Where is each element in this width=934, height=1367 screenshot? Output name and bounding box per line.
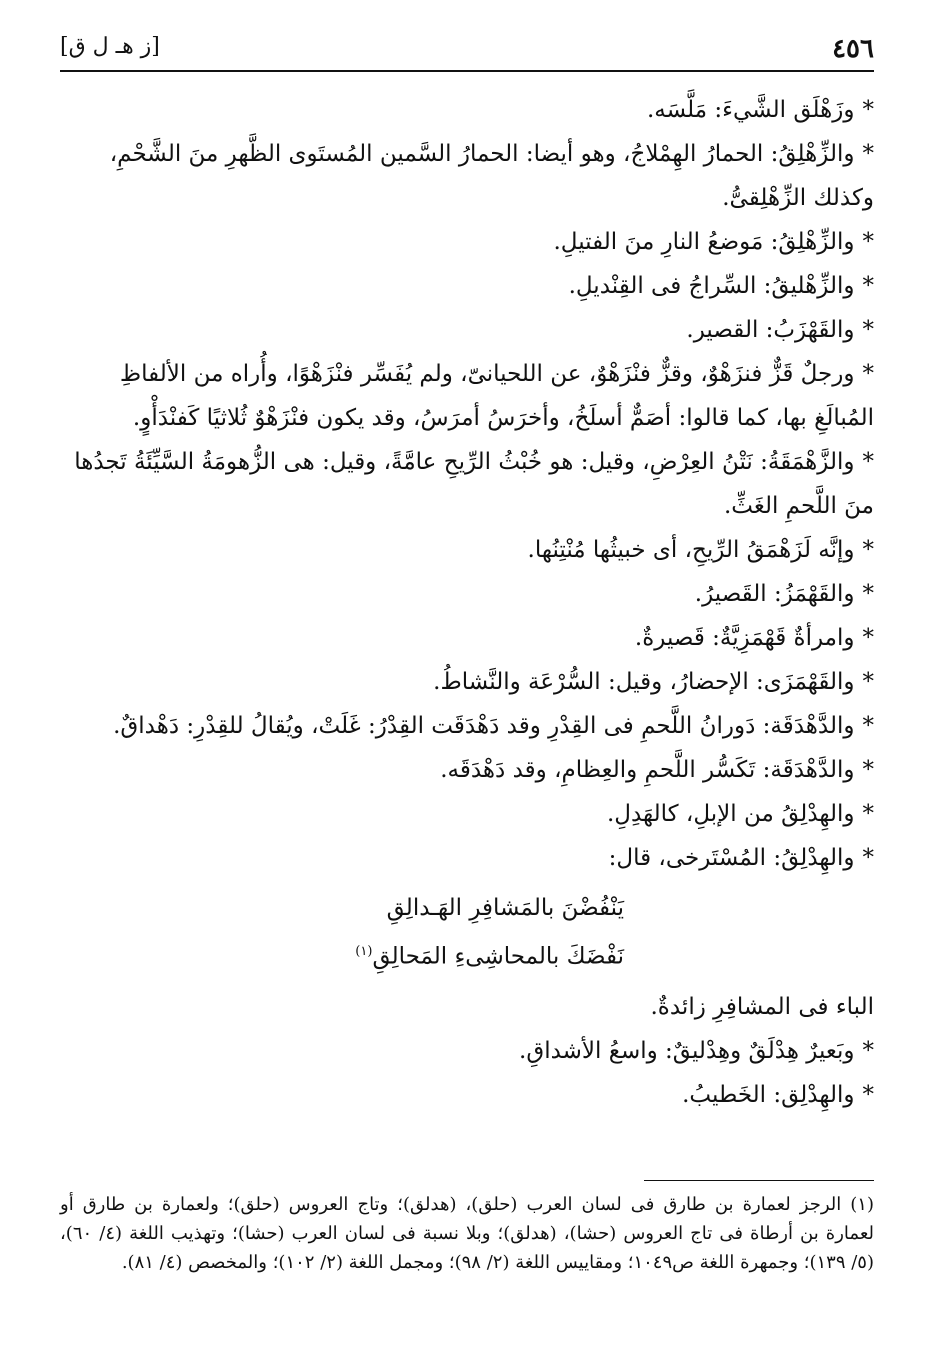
poem-line-1: يَنْفُضْنَ بالمَشافِرِ الهَـدالِقِ (386, 895, 624, 921)
entry: *والقَهْزَبُ: القصير. (686, 317, 874, 343)
footnote: (١) الرجز لعمارة بن طارق فى لسان العرب (حلق)، (هدلق)؛ وتاج العروس (حلق)؛ ولعمارة بن طارق أو لعمارة بن أرطاة فى تاج العروس (حشا)، (هدلق)؛ وبلا نسبة فى لسان العرب (حشا)؛ وتهذيب اللغة (٤/ ٦٠)، (٥/ ١٣٩)؛ وجمهرة اللغة ص١٠٤٩؛ ومقاييس اللغة (٢/ ٩٨)؛ ومجمل اللغة (٢/ ١٠٢)؛ والمخصص (٤/ ٨١). (60, 1194, 874, 1273)
bullet: * (862, 625, 874, 651)
bullet: * (862, 229, 874, 255)
bullet: * (862, 757, 874, 783)
bullet: * (862, 801, 874, 827)
footnote-reference[interactable]: (١) (355, 944, 373, 959)
page-number: ٤٥٦ (832, 34, 874, 64)
entry: *والزَّهْمَقَةُ: نَتْنُ العِرْضِ، وقيل: هو خُبْثُ الرِّيحِ عامَّةً، وقيل: هى الزُّهومَةُ السَّيِّئَةُ تَجدُها منَ اللَّحمِ الغَثِّ. (74, 449, 874, 519)
footnote-divider (644, 1180, 874, 1181)
dictionary-body (60, 88, 874, 1117)
bullet: * (862, 273, 874, 299)
entry: *والهِدْلِقُ من الإبلِ، كالهَدِلِ. (606, 801, 874, 827)
entry: *والزِّهْلِقُ: مَوضعُ النارِ منَ الفتيلِ. (553, 229, 874, 255)
entry: *والزِّهْليقُ: السِّراجُ فى القِنْديلِ. (568, 273, 874, 299)
entry: *وامرأةٌ قَهْمَزِيَّةٌ: قَصيرةٌ. (634, 625, 874, 651)
bullet: * (862, 581, 874, 607)
entry: *والقَهْمَزُ: القَصيرُ. (694, 581, 874, 607)
entry: *وإنَّه لَزَهْمَقُ الرِّيحِ، أى خبيثُها مُنْتِنُها. (527, 537, 874, 563)
entry: *والدَّهْدَقَة: دَورانُ اللَّحمِ فى القِدْرِ وقد دَهْدَقَت القِدْرُ: غَلَتْ، ويُقالُ للقِدْرِ: دَهْداقٌ. (113, 713, 874, 739)
running-head: [ز هـ ل ق] (60, 34, 160, 59)
bullet: * (862, 97, 874, 123)
bullet: * (862, 537, 874, 563)
entry: *وبَعيرٌ هِدْلَقٌ وهِدْليقٌ: واسعُ الأشداقِ. (519, 1037, 874, 1064)
bullet: * (862, 1037, 874, 1064)
bullet: * (862, 669, 874, 695)
entry: *ورجلٌ قَزٌّ فنزَهْوٌ، وقزٌّ فنْزَهْوٌ، عن اللحيانىّ، ولم يُفَسِّر فنْزَهْوًا، وأُراه من الألفاظِ المُبالَغِ بها، كما قالوا: أصَمٌّ أسلَخُ، وأخرَسُ أمرَسُ، وقد يكون فنْزَهْوٌ ثُلاثيًا كَفنْدَأْوٍ. (119, 361, 874, 431)
bullet: * (862, 845, 874, 871)
bullet: * (862, 449, 874, 475)
entry: *والهِدْلِق: الخَطيبُ. (682, 1081, 874, 1108)
bullet: * (862, 141, 874, 167)
entry: *والقَهْمَزَى: الإحضارُ، وقيل: السُّرْعَة والنَّشاطُ. (433, 669, 874, 695)
bullet: * (862, 317, 874, 343)
poem-verse (60, 886, 874, 979)
entry: *والزِّهْلِقُ: الحمارُ الهِمْلاجُ، وهو أيضا: الحمارُ السَّمين المُستَوى الظَّهرِ منَ الشَّحْمِ، وكذلك الزِّهْلِقىُّ. (109, 141, 874, 211)
poem-line-2: نَفْضَكَ بالمحاشِىءِ المَحالِقِ$^{(١)}$ (355, 943, 624, 970)
entry: *والدَّهْدَقَة: تَكَسُّر اللَّحمِ والعِظامِ، وقد دَهْدَقَه. (440, 757, 874, 783)
bullet: * (862, 1081, 874, 1108)
entry: *وزَهْلَق الشَّيءَ: مَلَّسَه. (646, 97, 874, 123)
page-header (60, 30, 874, 72)
poem-note: الباء فى المشافِرِ زائدةٌ. (650, 993, 874, 1020)
entry: *والهِدْلِقُ: المُسْتَرخى، قال: (608, 845, 874, 871)
bullet: * (862, 713, 874, 739)
bullet: * (862, 361, 874, 387)
